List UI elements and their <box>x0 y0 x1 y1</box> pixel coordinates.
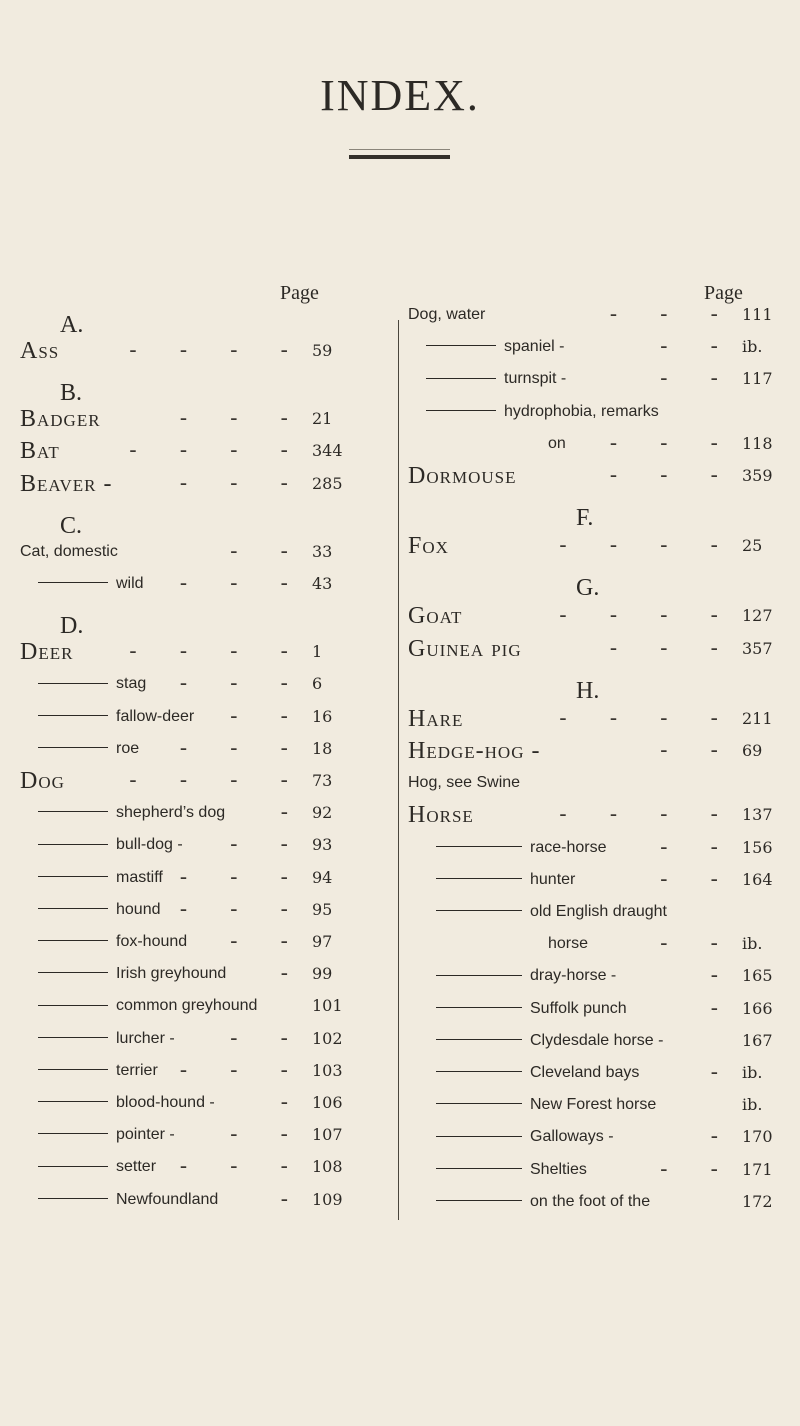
ditto-dash <box>38 1101 108 1102</box>
entry-text: common greyhound <box>116 997 258 1015</box>
index-entry <box>20 1120 360 1150</box>
index-entry <box>408 1026 790 1056</box>
entry-text: mastiff <box>116 868 163 886</box>
leader-dots: - - <box>230 538 306 564</box>
entry-name <box>408 736 540 766</box>
ditto-dash <box>436 846 522 847</box>
entry-text: Fox <box>408 533 449 560</box>
leader-dots: - - - <box>179 896 306 922</box>
entry-text: Badger <box>20 406 101 433</box>
page-number: 357 <box>742 638 773 658</box>
page-number: 101 <box>312 996 343 1016</box>
index-entry <box>20 734 360 764</box>
ditto-dash <box>436 1200 522 1201</box>
leader-dots: - - - <box>179 1057 306 1083</box>
index-entry <box>408 531 790 561</box>
leader-dots: - - <box>230 929 306 954</box>
leader-dots: - - <box>230 1025 306 1051</box>
page-number: 118 <box>742 433 773 453</box>
entry-name <box>20 436 60 466</box>
entry-text: lurcher - <box>116 1029 175 1047</box>
page-number: 211 <box>742 708 773 728</box>
index-entry <box>408 634 790 664</box>
ditto-dash <box>436 1103 522 1104</box>
page-number: 164 <box>742 869 773 889</box>
page-number: 285 <box>312 473 343 493</box>
page-number: 111 <box>742 305 773 324</box>
index-entry <box>408 961 790 991</box>
entry-name <box>408 768 520 798</box>
entry-text: Hare <box>408 705 464 732</box>
entry-text: old English draught <box>530 903 667 920</box>
entry-text: blood-hound - <box>116 1094 215 1111</box>
leader-dots: - - - <box>179 1154 306 1180</box>
ditto-dash <box>426 410 496 411</box>
index-entry <box>20 469 360 499</box>
leader-dots: - - - <box>609 635 736 661</box>
leader-dots: - - - - <box>559 533 736 559</box>
index-entry <box>20 959 360 989</box>
page-number: 97 <box>312 932 333 951</box>
section-letter: C. <box>60 512 83 539</box>
index-entry <box>20 1152 360 1182</box>
page-number: 171 <box>742 1159 773 1179</box>
entry-text: Beaver - <box>20 470 113 497</box>
leader-dots: - <box>280 800 306 826</box>
index-entry <box>20 1024 360 1054</box>
entry-text: Shelties <box>530 1160 587 1178</box>
page-number: 127 <box>742 606 773 626</box>
entry-text: Deer <box>20 639 74 666</box>
ditto-dash <box>38 582 108 583</box>
entry-name <box>408 634 522 664</box>
entry-name <box>38 702 194 732</box>
entry-text: Ass <box>20 338 60 364</box>
ditto-dash <box>38 844 108 845</box>
ditto-dash <box>38 747 108 748</box>
entry-name <box>408 601 462 631</box>
entry-text: hunter <box>530 870 576 888</box>
index-entry <box>20 895 360 925</box>
ditto-dash <box>38 1133 108 1134</box>
section-letter: G. <box>576 575 600 602</box>
page-number: 170 <box>742 1127 773 1147</box>
index-entry <box>408 704 790 734</box>
ditto-dash <box>38 811 108 812</box>
entry-name <box>436 897 667 927</box>
leader-dots: - - - <box>609 430 736 456</box>
entry-name <box>436 1155 587 1185</box>
index-entry <box>408 461 790 491</box>
page-number: ib. <box>742 337 763 357</box>
index-entry <box>20 569 360 599</box>
leader-dots: - - - <box>609 302 736 327</box>
leader-dots: - - <box>660 1156 736 1182</box>
index-entry <box>408 897 790 927</box>
index-entry <box>408 833 790 863</box>
index-entry <box>408 1187 790 1217</box>
ditto-dash <box>38 1005 108 1006</box>
leader-dots: - <box>710 995 736 1021</box>
entry-text: Galloways - <box>530 1128 614 1146</box>
entry-name <box>38 991 257 1021</box>
entry-name <box>408 704 463 734</box>
index-entry <box>408 1155 790 1185</box>
entry-text: Bat <box>20 438 60 465</box>
page-number: ib. <box>742 1063 763 1082</box>
entry-text: Dog <box>20 768 65 794</box>
entry-name <box>436 994 627 1024</box>
index-entry <box>20 927 360 957</box>
leader-dots: - - - <box>179 406 306 432</box>
entry-text: fox-hound <box>116 933 188 950</box>
entry-text: wild <box>116 575 144 592</box>
index-entry <box>408 1122 790 1152</box>
ditto-dash <box>436 1039 522 1040</box>
entry-name <box>38 830 183 860</box>
entry-text: race-horse <box>530 838 607 856</box>
leader-dots: - - <box>660 866 736 892</box>
page-number: ib. <box>742 1095 763 1115</box>
entry-text: pointer - <box>116 1126 175 1144</box>
entry-name <box>408 461 516 491</box>
entry-text: Cat, domestic <box>20 542 118 560</box>
index-entry <box>20 1088 360 1118</box>
entry-text: shepherd’s dog <box>116 804 226 822</box>
leader-dots: - <box>280 1090 306 1115</box>
index-entry <box>20 404 360 434</box>
index-entry <box>20 863 360 893</box>
entry-name <box>426 397 659 427</box>
page-number: 93 <box>312 835 333 855</box>
page-number: 102 <box>312 1028 343 1048</box>
entry-name <box>38 927 187 957</box>
leader-dots: - - - <box>179 671 306 697</box>
ditto-dash <box>38 715 108 716</box>
page-number: ib. <box>742 934 763 954</box>
section-letter: B. <box>60 380 83 407</box>
ditto-dash <box>38 1166 108 1167</box>
left-page-header: Page <box>280 282 319 304</box>
section-letter: A. <box>60 312 84 338</box>
page-number: 6 <box>312 674 323 694</box>
entry-text: Goat <box>408 603 463 630</box>
index-entry <box>408 736 790 766</box>
entry-name <box>20 336 59 366</box>
page-number: 103 <box>312 1060 343 1080</box>
ditto-dash <box>38 972 108 973</box>
entry-text: on <box>548 434 566 452</box>
leader-dots: - - - <box>179 735 306 761</box>
leader-dots: - <box>710 1124 736 1150</box>
leader-dots: - - - <box>179 864 306 890</box>
ditto-dash <box>426 345 496 346</box>
entry-text: hound <box>116 900 161 918</box>
index-entry <box>20 669 360 699</box>
entry-text: Guinea pig <box>408 635 522 662</box>
ditto-dash <box>436 1136 522 1137</box>
ditto-dash <box>436 1168 522 1169</box>
ditto-dash <box>38 683 108 684</box>
entry-text: Hog, see Swine <box>408 774 521 792</box>
page-number: 21 <box>312 409 333 429</box>
index-entry <box>408 332 790 362</box>
page-number: 59 <box>312 341 333 360</box>
index-entry <box>20 830 360 860</box>
page-number: 1 <box>312 642 323 662</box>
section-letter: D. <box>60 613 84 640</box>
entry-name <box>38 895 161 925</box>
entry-text: roe <box>116 739 140 757</box>
index-entry <box>408 1058 790 1088</box>
page-title: INDEX. <box>320 71 480 120</box>
entry-name <box>38 1056 158 1086</box>
section-letter: H. <box>576 677 600 704</box>
page-number: 172 <box>742 1191 773 1211</box>
index-entry <box>20 336 360 366</box>
entry-text: setter <box>116 1158 157 1176</box>
index-entry <box>20 991 360 1021</box>
page-number: 359 <box>742 466 773 485</box>
entry-name <box>38 1088 215 1118</box>
leader-dots: - <box>710 1060 736 1085</box>
entry-text: terrier <box>116 1061 158 1079</box>
entry-text: on the foot of the <box>530 1192 651 1210</box>
index-entry <box>408 300 790 330</box>
page-number: 344 <box>312 441 343 461</box>
leader-dots: - - <box>230 703 306 729</box>
ditto-dash <box>38 1198 108 1199</box>
index-entry <box>408 800 790 830</box>
page-number: 117 <box>742 369 773 389</box>
entry-name <box>38 1152 156 1182</box>
page-number: 25 <box>742 536 763 556</box>
ditto-dash <box>38 940 108 941</box>
entry-name <box>38 669 146 699</box>
index-entry <box>408 364 790 394</box>
page-number: 109 <box>312 1189 343 1209</box>
page-number: 156 <box>742 837 773 857</box>
entry-name <box>436 1026 663 1056</box>
index-entry <box>20 436 360 466</box>
page-number: 167 <box>742 1030 773 1050</box>
page-number: 43 <box>312 574 333 593</box>
index-entry <box>20 537 360 567</box>
ditto-dash <box>38 1069 108 1070</box>
right-page-header: Page <box>704 282 743 304</box>
entry-name <box>38 959 226 989</box>
column-divider <box>398 320 399 1220</box>
page-number: 95 <box>312 899 333 919</box>
entry-name <box>408 531 449 561</box>
index-entry <box>408 1090 790 1120</box>
section-letter: F. <box>576 505 594 532</box>
entry-name <box>20 404 101 434</box>
index-entry <box>408 601 790 631</box>
entry-name <box>38 734 139 764</box>
index-entry <box>408 429 790 459</box>
index-entry <box>20 798 360 828</box>
entry-name <box>426 364 566 394</box>
entry-text: fallow-deer <box>116 707 195 725</box>
leader-dots: - - - - <box>559 603 736 629</box>
entry-text: horse <box>548 935 589 953</box>
entry-name <box>38 798 225 828</box>
leader-dots: - - <box>230 1122 306 1148</box>
entry-text: Dormouse <box>408 463 517 489</box>
page-number: 94 <box>312 867 333 887</box>
entry-name <box>436 1187 650 1217</box>
page-number: 137 <box>742 805 773 825</box>
entry-name <box>436 833 606 863</box>
index-entry <box>408 865 790 895</box>
entry-name <box>38 1185 218 1215</box>
page-number: 92 <box>312 803 333 823</box>
page-number: 99 <box>312 964 333 984</box>
page-number: 69 <box>742 741 763 760</box>
ditto-dash <box>436 878 522 879</box>
ditto-dash <box>38 1037 108 1038</box>
index-entry <box>408 929 790 959</box>
entry-name <box>436 1122 614 1152</box>
page-number: 16 <box>312 706 333 726</box>
entry-name <box>548 929 588 959</box>
entry-text: stag <box>116 675 147 693</box>
ditto-dash <box>38 876 108 877</box>
entry-text: Clydesdale horse - <box>530 1031 664 1049</box>
entry-name <box>38 863 163 893</box>
page-number: 165 <box>742 966 773 986</box>
entry-name <box>436 1058 639 1088</box>
entry-text: hydrophobia, remarks <box>504 402 659 420</box>
leader-dots: - - - - <box>129 639 306 665</box>
index-entry <box>408 397 790 427</box>
leader-dots: - <box>280 1186 306 1212</box>
leader-dots: - - - - <box>129 438 306 464</box>
leader-dots: - - <box>230 832 306 858</box>
entry-text: Suffolk punch <box>530 999 627 1017</box>
page-number: 106 <box>312 1093 343 1112</box>
entry-name <box>20 469 112 499</box>
leader-dots: - - - - <box>559 705 736 731</box>
page-number: 107 <box>312 1125 343 1145</box>
entry-text: Dog, water <box>408 306 486 323</box>
entry-text: Horse <box>408 802 474 829</box>
index-entry <box>20 1056 360 1086</box>
ditto-dash <box>436 1071 522 1072</box>
page-number: 108 <box>312 1157 343 1177</box>
index-entry <box>20 637 360 667</box>
index-entry <box>20 702 360 732</box>
entry-name <box>548 429 566 459</box>
entry-name <box>436 1090 656 1120</box>
ditto-dash <box>436 1007 522 1008</box>
entry-text: Cleveland bays <box>530 1064 640 1081</box>
index-entry <box>408 768 790 798</box>
leader-dots: - - <box>660 366 736 392</box>
entry-name <box>20 637 73 667</box>
entry-text: Irish greyhound <box>116 965 227 983</box>
page-number: 33 <box>312 541 333 561</box>
leader-dots: - - - - <box>129 338 306 363</box>
ditto-dash <box>436 975 522 976</box>
entry-name <box>38 1120 175 1150</box>
leader-dots: - - <box>660 834 736 860</box>
entry-name <box>38 1024 175 1054</box>
entry-name <box>436 961 616 991</box>
entry-name <box>426 332 564 362</box>
title-rule <box>349 155 450 159</box>
entry-text: New Forest horse <box>530 1096 657 1114</box>
entry-text: Newfoundland <box>116 1190 219 1208</box>
leader-dots: - - <box>660 738 736 763</box>
index-entry <box>20 766 360 796</box>
entry-text: dray-horse - <box>530 967 617 985</box>
entry-name <box>20 537 118 567</box>
entry-name <box>408 300 485 330</box>
entry-text: bull-dog - <box>116 836 183 854</box>
leader-dots: - - <box>660 931 736 957</box>
leader-dots: - - - <box>179 571 306 596</box>
index-entry <box>408 994 790 1024</box>
entry-text: Hedge-hog - <box>408 738 541 764</box>
page-number: 18 <box>312 738 333 758</box>
page-number: 73 <box>312 771 333 790</box>
ditto-dash <box>38 908 108 909</box>
entry-name <box>408 800 474 830</box>
ditto-dash <box>436 910 522 911</box>
leader-dots: - <box>280 961 306 987</box>
leader-dots: - - - <box>179 470 306 496</box>
entry-name <box>20 766 65 796</box>
entry-text: spaniel - <box>504 338 565 356</box>
leader-dots: - <box>710 963 736 989</box>
ditto-dash <box>426 378 496 379</box>
page-number: 166 <box>742 998 773 1018</box>
index-entry <box>20 1185 360 1215</box>
leader-dots: - - - - <box>129 768 306 793</box>
leader-dots: - - - <box>609 463 736 488</box>
leader-dots: - - - - <box>559 802 736 828</box>
entry-text: turnspit - <box>504 370 567 388</box>
entry-name <box>38 569 144 599</box>
entry-name <box>436 865 575 895</box>
leader-dots: - - <box>660 334 736 360</box>
